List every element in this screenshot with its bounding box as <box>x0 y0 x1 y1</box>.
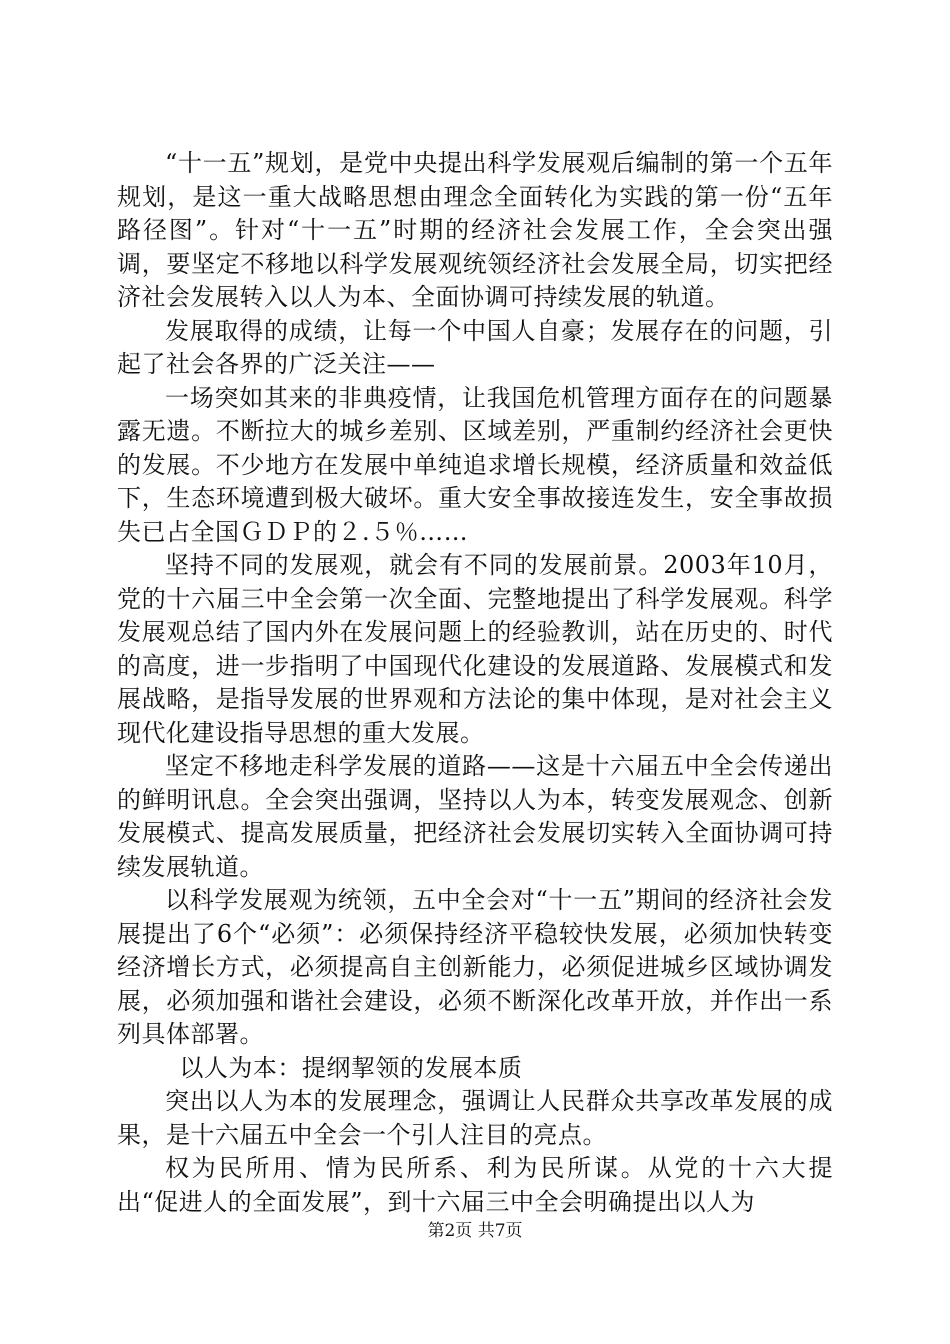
paragraph-3: 一场突如其来的非典疫情，让我国危机管理方面存在的问题暴露无遗。不断拉大的城乡差别、区域差别，严重制约经济社会更快的发展。不少地方在发展中单纯追求增长规模，经济质量和效益低下，生态环境遭到极大破坏。重大安全事故接连发生，安全事故损失已占全国ＧＤＰ的２.５％…… <box>117 383 833 546</box>
paragraph-5: 坚定不移地走科学发展的道路——这是十六届五中全会传递出的鲜明讯息。全会突出强调，坚持以人为本，转变发展观念、创新发展模式、提高发展质量，把经济社会发展切实转入全面协调可持续发展轨道。 <box>117 752 833 881</box>
page-number-footer: 第2页 共7页 <box>427 1221 523 1241</box>
paragraph-1: “十一五”规划，是党中央提出科学发展观后编制的第一个五年规划，是这一重大战略思想由理念全面转化为实践的第一份“五年路径图”。针对“十一五”时期的经济社会发展工作，全会突出强调，要坚定不移地以科学发展观统领经济社会发展全局，切实把经济社会发展转入以人为本、全面协调可持续发展的轨道。 <box>117 149 833 311</box>
document-body <box>117 147 833 1219</box>
paragraph-7: 突出以人为本的发展理念，强调让人民群众共享改革发展的成果，是十六届五中全会一个引人注目的亮点。 <box>117 1087 833 1149</box>
paragraph-8: 权为民所用、情为民所系、利为民所谋。从党的十六大提出“促进人的全面发展”，到十六届三中全会明确提出以人为 <box>117 1154 833 1216</box>
paragraph-6: 以科学发展观为统领，五中全会对“十一五”期间的经济社会发展提出了6个“必须”：必须保持经济平稳较快发展，必须加快转变经济增长方式，必须提高自主创新能力，必须促进城乡区域协调发展，必须加强和谐社会建设，必须不断深化改革开放，并作出一系列具体部署。 <box>117 886 833 1048</box>
paragraph-2: 发展取得的成绩，让每一个中国人自豪；发展存在的问题，引起了社会各界的广泛关注—— <box>117 316 833 378</box>
section-heading: 以人为本：提纲挈领的发展本质 <box>179 1053 523 1082</box>
paragraph-4: 坚持不同的发展观，就会有不同的发展前景。2003年10月，党的十六届三中全会第一次全面、完整地提出了科学发展观。科学发展观总结了国内外在发展问题上的经验教训，站在历史的、时代的高度，进一步指明了中国现代化建设的发展道路、发展模式和发展战略，是指导发展的世界观和方法论的集中体现，是对社会主义现代化建设指导思想的重大发展。 <box>117 551 833 747</box>
